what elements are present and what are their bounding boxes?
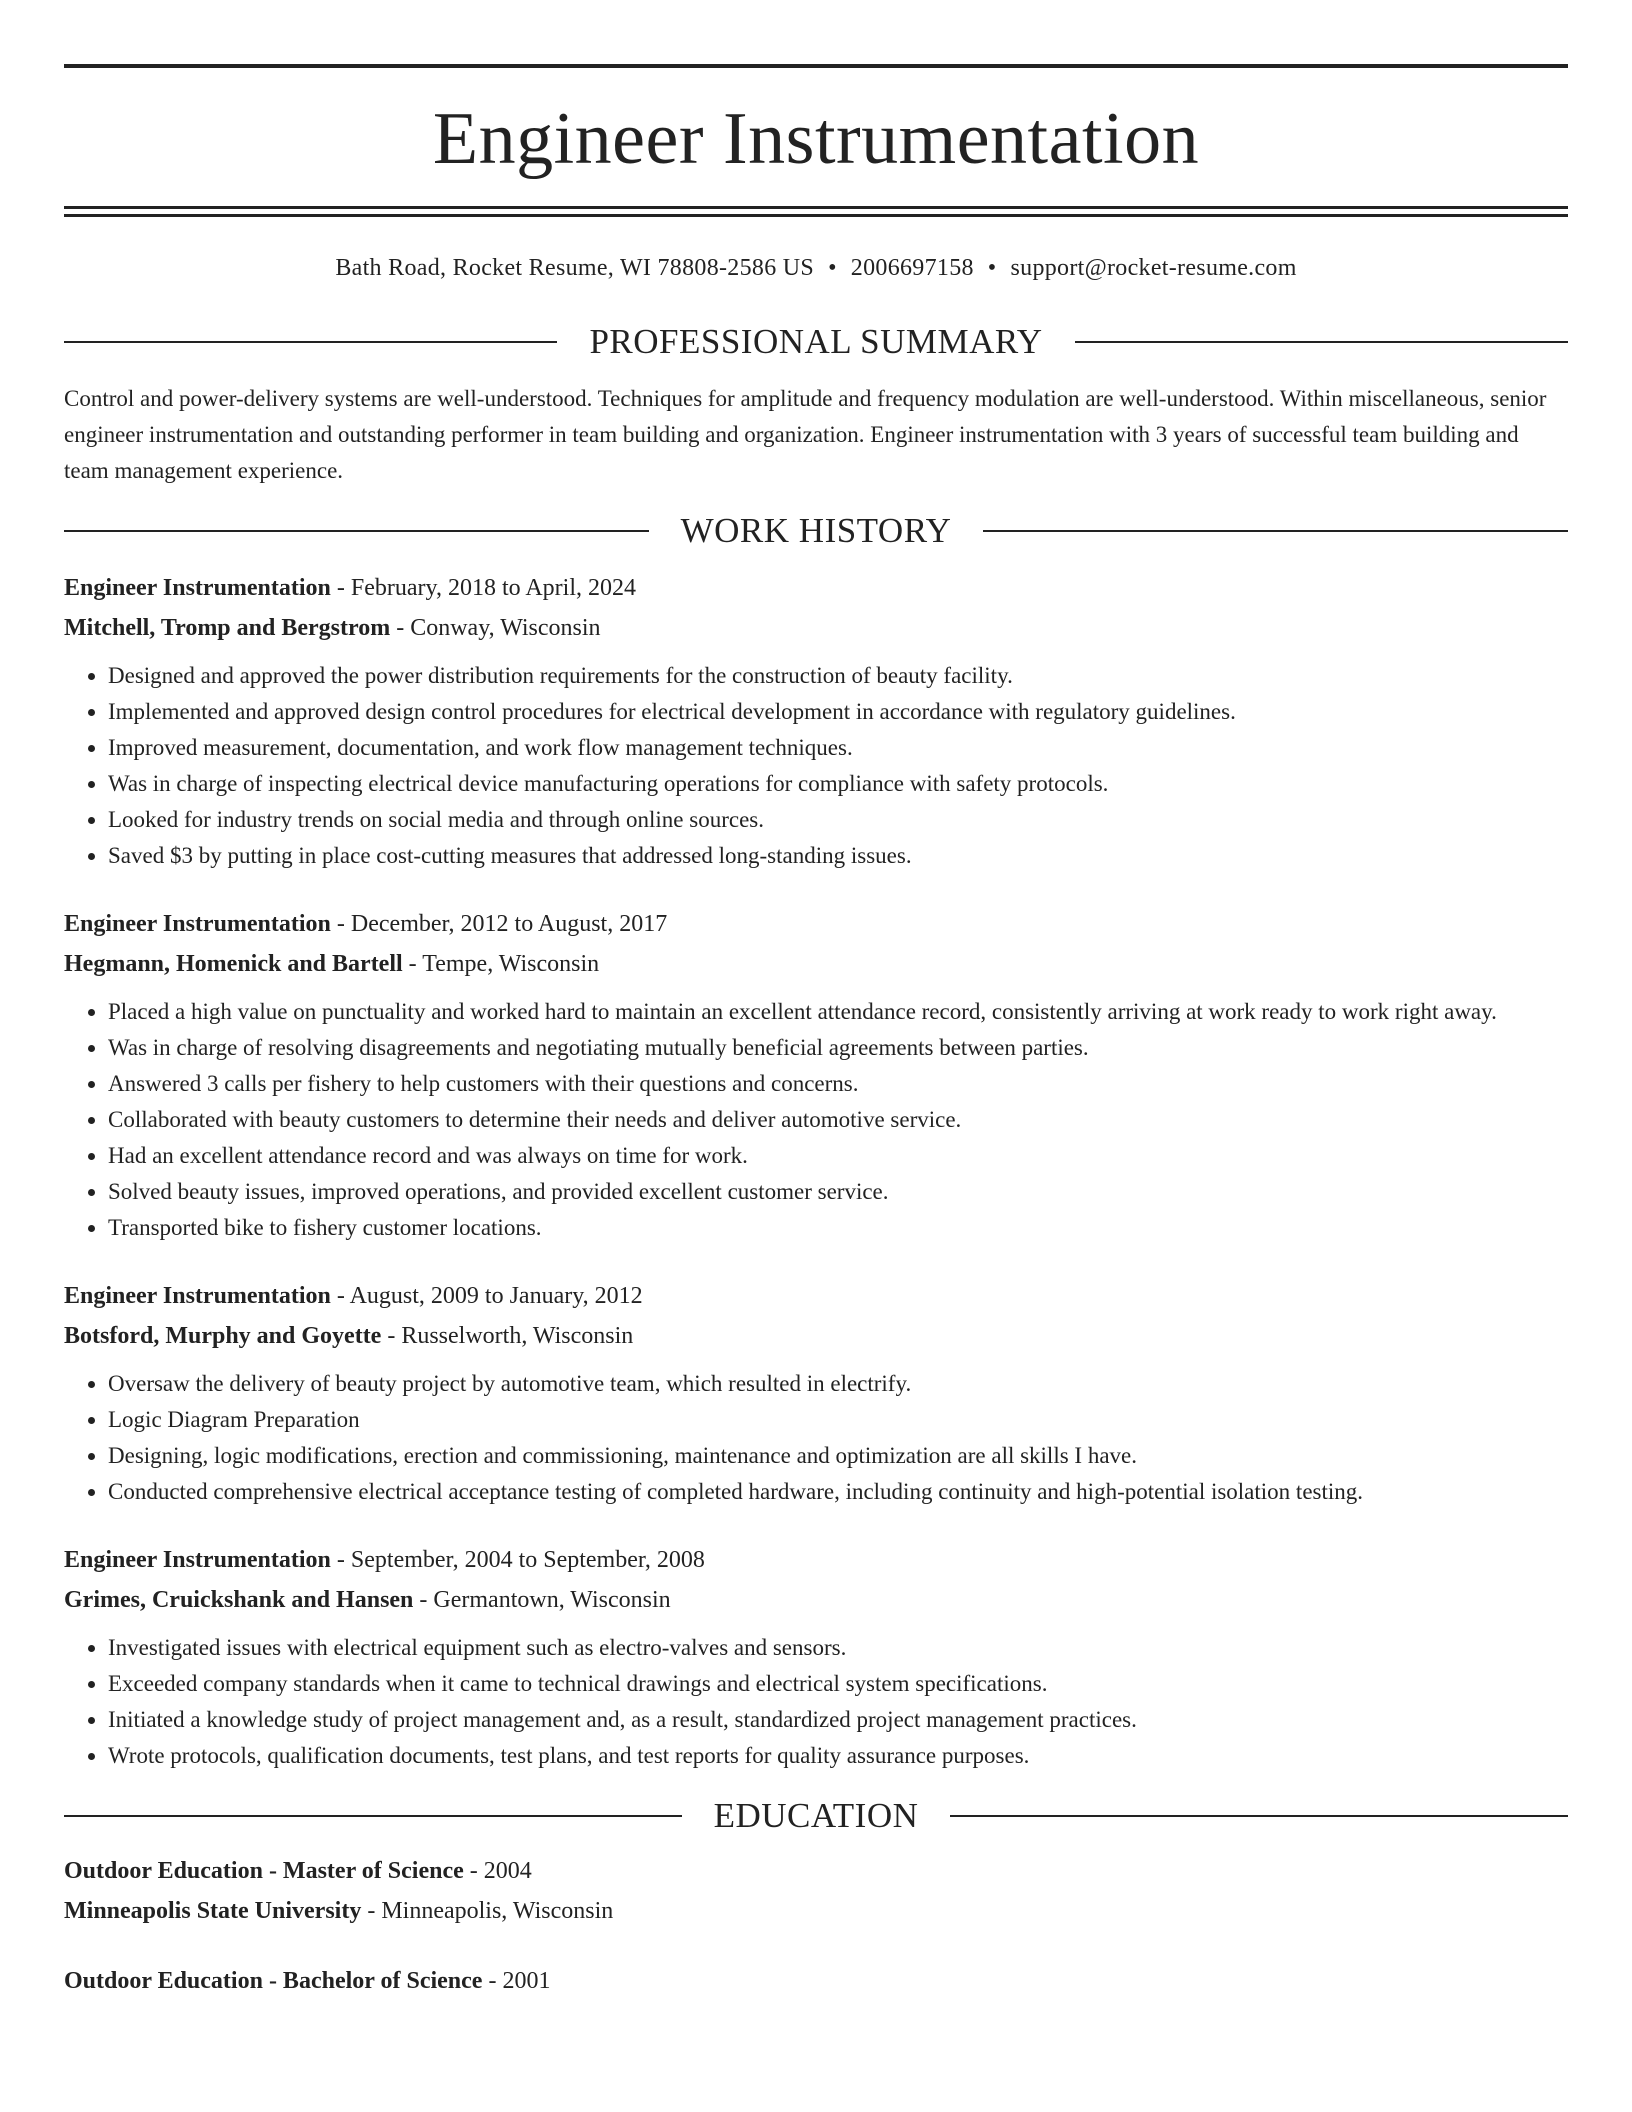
title-double-rule [64, 206, 1568, 217]
contact-line [64, 255, 1568, 282]
heading-rule-right [983, 530, 1568, 532]
school-name: Minneapolis State University [64, 1898, 362, 1924]
job-title: Engineer Instrumentation [64, 575, 331, 601]
job-dates: - February, 2018 to April, 2024 [330, 575, 636, 601]
list-item: • Logic Diagram Preparation [108, 1402, 1568, 1438]
degree-line [64, 1961, 1568, 2001]
job-dates: - August, 2009 to January, 2012 [330, 1283, 643, 1309]
job-dates: - December, 2012 to August, 2017 [330, 911, 668, 937]
job-title-line [64, 1276, 1568, 1316]
list-item: • Designing, logic modifications, erection and commissioning, maintenance and optimization are all skills I have. [108, 1438, 1568, 1474]
employer-name: Mitchell, Tromp and Bergstrom [64, 615, 391, 641]
contact-separator: • [828, 255, 837, 281]
job-title: Engineer Instrumentation [64, 911, 331, 937]
job-title-line [64, 904, 1568, 944]
list-item: • Collaborated with beauty customers to determine their needs and deliver automotive service. [108, 1102, 1568, 1138]
list-item: • Answered 3 calls per fishery to help customers with their questions and concerns. [108, 1066, 1568, 1102]
list-item: • Placed a high value on punctuality and worked hard to maintain an excellent attendance record, consistently arriving at work ready to work right away. [108, 994, 1568, 1030]
job-title-line [64, 568, 1568, 608]
list-item: • Designed and approved the power distribution requirements for the construction of beauty facility. [108, 658, 1568, 694]
degree-name: Outdoor Education - Master of Science [64, 1858, 464, 1884]
education-entry [64, 1851, 1568, 1931]
top-rule [64, 64, 1568, 68]
list-item: • Looked for industry trends on social media and through online sources. [108, 802, 1568, 838]
work-section-heading [64, 513, 1568, 548]
job-entry [64, 1540, 1568, 1774]
school-line [64, 1891, 1568, 1931]
contact-phone: 2006697158 [850, 255, 974, 281]
job-bullets [64, 658, 1568, 874]
employer-name: Botsford, Murphy and Goyette [64, 1323, 382, 1349]
list-item: • Saved $3 by putting in place cost-cutting measures that addressed long-standing issues. [108, 838, 1568, 874]
employer-location: - Conway, Wisconsin [390, 615, 601, 641]
job-entry [64, 904, 1568, 1246]
employer-location: - Germantown, Wisconsin [413, 1587, 671, 1613]
heading-rule-left [64, 530, 649, 532]
contact-email: support@rocket-resume.com [1010, 255, 1297, 281]
job-title: Engineer Instrumentation [64, 1283, 331, 1309]
summary-text: Control and power-delivery systems are well-understood. Techniques for amplitude and frequency modulation are well-understood. Within miscellaneous, senior engineer instrumentation and outstanding performer in team building and organization. Engineer instrumentation with 3 years of successful team building and team management experience. [64, 386, 1547, 483]
list-item: • Oversaw the delivery of beauty project by automotive team, which resulted in electrify. [108, 1366, 1568, 1402]
contact-address: Bath Road, Rocket Resume, WI 78808-2586 US [335, 255, 815, 281]
employer-line [64, 608, 1568, 648]
job-entry [64, 1276, 1568, 1510]
degree-year: - 2001 [482, 1968, 551, 1994]
summary-section-heading [64, 324, 1568, 359]
degree-line [64, 1851, 1568, 1891]
degree-year: - 2004 [463, 1858, 532, 1884]
job-dates: - September, 2004 to September, 2008 [330, 1547, 705, 1573]
list-item: • Improved measurement, documentation, and work flow management techniques. [108, 730, 1568, 766]
job-entry [64, 568, 1568, 874]
education-section-heading [64, 1798, 1568, 1833]
education-entry [64, 1961, 1568, 2001]
employer-name: Hegmann, Homenick and Bartell [64, 951, 403, 977]
heading-rule-left [64, 1815, 682, 1817]
school-location: - Minneapolis, Wisconsin [361, 1898, 614, 1924]
employer-location: - Tempe, Wisconsin [402, 951, 600, 977]
heading-rule-left [64, 341, 557, 343]
job-title-line [64, 1540, 1568, 1580]
heading-rule-right [950, 1815, 1568, 1817]
employer-line [64, 1316, 1568, 1356]
contact-separator: • [987, 255, 997, 281]
section-title: WORK HISTORY [680, 511, 952, 550]
section-title: EDUCATION [713, 1796, 919, 1835]
employer-name: Grimes, Cruickshank and Hansen [64, 1587, 414, 1613]
list-item: • Wrote protocols, qualification documents, test plans, and test reports for quality assurance purposes. [108, 1738, 1568, 1774]
list-item: • Initiated a knowledge study of project management and, as a result, standardized project management practices. [108, 1702, 1568, 1738]
job-bullets [64, 1630, 1568, 1774]
list-item: • Exceeded company standards when it came to technical drawings and electrical system specifications. [108, 1666, 1568, 1702]
employer-line [64, 1580, 1568, 1620]
list-item: • Implemented and approved design control procedures for electrical development in accordance with regulatory guidelines. [108, 694, 1568, 730]
section-title: PROFESSIONAL SUMMARY [589, 322, 1043, 361]
job-bullets [64, 1366, 1568, 1510]
degree-name: Outdoor Education - Bachelor of Science [64, 1968, 483, 1994]
resume-page [64, 0, 1568, 2001]
list-item: • Was in charge of resolving disagreements and negotiating mutually beneficial agreements between parties. [108, 1030, 1568, 1066]
job-bullets [64, 994, 1568, 1246]
list-item: • Had an excellent attendance record and was always on time for work. [108, 1138, 1568, 1174]
job-title: Engineer Instrumentation [64, 1547, 331, 1573]
list-item: • Conducted comprehensive electrical acceptance testing of completed hardware, including continuity and high-potential isolation testing. [108, 1474, 1568, 1510]
list-item: • Solved beauty issues, improved operations, and provided excellent customer service. [108, 1174, 1568, 1210]
list-item: • Was in charge of inspecting electrical device manufacturing operations for compliance with safety protocols. [108, 766, 1568, 802]
page-title: Engineer Instrumentation [432, 98, 1200, 180]
header [64, 64, 1568, 217]
employer-line [64, 944, 1568, 984]
list-item: • Transported bike to fishery customer locations. [108, 1210, 1568, 1246]
heading-rule-right [1075, 341, 1568, 343]
employer-location: - Russelworth, Wisconsin [381, 1323, 634, 1349]
list-item: • Investigated issues with electrical equipment such as electro-valves and sensors. [108, 1630, 1568, 1666]
